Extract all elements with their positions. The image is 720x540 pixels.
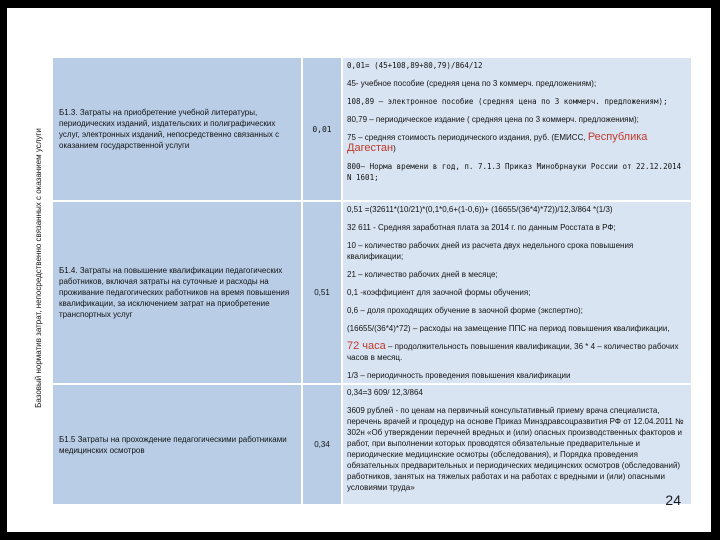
- row-b13-line-3: 80,79 – периодическое издание ( средняя цена по 3 коммерч. предложениям);: [347, 115, 639, 124]
- row-b14-line-8-post: – продолжительность повышения квалификации, 36 * 4 – количество рабочих часов в месяц.: [347, 342, 679, 362]
- cost-table: [51, 56, 693, 506]
- row-b14-line-8: [347, 341, 687, 363]
- row-b13-line-5: 800– Норма времени в год, п. 7.1.3 Приказ Минобрнауки России от 22.12.2014 N 1601;: [347, 162, 682, 182]
- slide: [7, 8, 711, 532]
- row-b14-name: Б1.4. Затраты на повышение квалификации педагогических работников, включая затраты на суточные и расходы на проживание педагогических работников на время повышения квалификации, за исключением затрат на приобретение транспортных услуг: [52, 201, 302, 384]
- row-b13-line-2: 108,89 – электронное пособие (средняя цена по 3 коммерч. предложениям);: [347, 97, 668, 106]
- row-b13-name: Б1.3. Затраты на приобретение учебной литературы, периодических изданий, издательских и полиграфических услуг, электронных изданий, непосредственно связанных с оказанием государственной услуги: [52, 57, 302, 201]
- row-b15-name: Б1.5 Затраты на прохождение педагогическими работниками медицинских осмотров: [52, 384, 302, 505]
- row-b14-line-5: 0,1 -коэффициент для заочной формы обучения;: [347, 288, 531, 297]
- row-b14-line-1: 0,51 =(32611*(10/21)*(0,1*0,6+(1-0,6))+ (16655/(36*4)*72))/12,3/864 *(1/3): [347, 205, 613, 214]
- row-b15-line-1: 0,34=3 609/ 12,3/864: [347, 388, 423, 397]
- row-b15-value: 0,34: [302, 384, 342, 505]
- row-b14-line-2: 32 611 - Средняя заработная плата за 2014 г. по данным Росстата в РФ;: [347, 223, 616, 232]
- row-b15-explanation: [342, 384, 692, 505]
- row-b14-explanation: [342, 201, 692, 384]
- row-b14-line-3: 10 – количество рабочих дней из расчета двух недельного срока повышения квалификации;: [347, 241, 634, 261]
- row-b14-line-6: 0,6 – доля проходящих обучение в заочной форме (экспертно);: [347, 306, 583, 315]
- page-number: 24: [665, 492, 681, 508]
- row-b14-line-8-red: 72 часа: [347, 340, 386, 352]
- row-b13-formula: 0,01= (45+108,89+80,79)/864/12: [347, 61, 483, 70]
- row-b13-explanation: [342, 57, 692, 201]
- row-b14-line-4: 21 – количество рабочих дней в месяце;: [347, 270, 498, 279]
- row-b13-line-4-red: Республика Дагестан: [347, 131, 648, 154]
- table-row-b15: [52, 384, 692, 505]
- row-b13-line-4: [347, 132, 687, 154]
- side-label-container: [25, 68, 47, 468]
- row-b13-line-4-pre: 75 – средняя стоимость периодического издания, руб. (ЕМИСС,: [347, 133, 586, 142]
- table-row-b13: [52, 57, 692, 201]
- row-b13-line-1: 45- учебное пособие (средняя цена по 3 коммерч. предложениям);: [347, 79, 597, 88]
- row-b14-line-7: (16655/(36*4)*72) – расходы на замещение ППС на период повышения квалификации,: [347, 324, 670, 333]
- row-b15-line-2: 3609 рублей - по ценам на первичный консультативный приему врача специалиста, перечень врачей и процедур на основе Приказ Минздравсоцразвития РФ от 12.04.2011 № 302н «Об утверждении перечней вредных и (или) опасных производственных факторов и работ, при выполнении которых проводятся обязательные предварительные и периодические медицинские осмотры (обследования), и Порядка проведения обязательных предварительных и периодических медицинских осмотров (обследований) работников, занятых на тяжелых работах и на работах с вредными и (или) опасными условиями труда»: [347, 406, 684, 492]
- row-b13-value: 0,01: [302, 57, 342, 201]
- row-b14-value: 0,51: [302, 201, 342, 384]
- side-label: Базовый норматив затрат, непосредственно связанных с оказанием услуги: [34, 128, 43, 408]
- row-b14-line-9: 1/3 – периодичность проведения повышения квалификации: [347, 371, 571, 380]
- row-b13-line-4-post: ): [393, 144, 396, 153]
- table-row-b14: [52, 201, 692, 384]
